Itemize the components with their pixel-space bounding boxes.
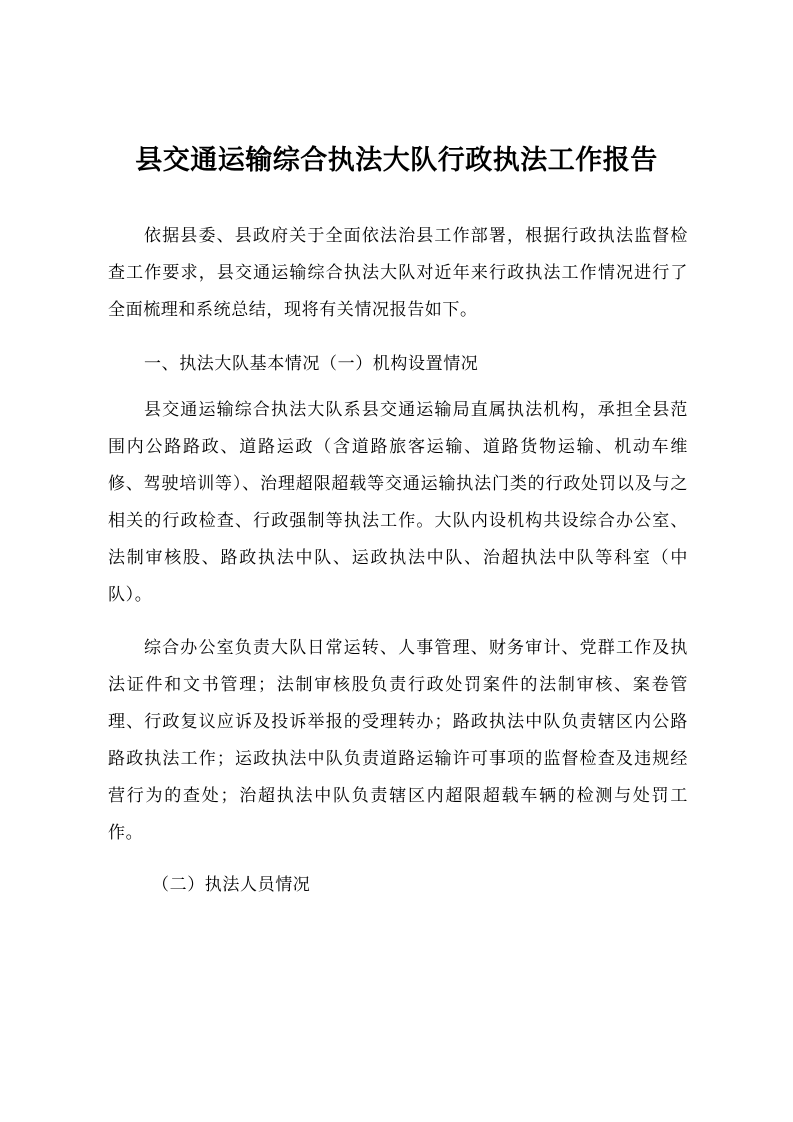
intro-paragraph: 依据县委、县政府关于全面依法治县工作部署，根据行政执法监督检查工作要求，县交通运输综合执法大队对近年来行政执法工作情况进行了全面梳理和系统总结，现将有关情况报告如下。 <box>108 226 688 320</box>
department-duties-paragraph: 综合办公室负责大队日常运转、人事管理、财务审计、党群工作及执法证件和文书管理；法制审核股负责行政处罚案件的法制审核、案卷管理、行政复议应诉及投诉举报的受理转办；路政执法中队负责辖区内公路路政执法工作；运政执法中队负责道路运输许可事项的监督检查及违规经营行为的查处；治超执法中队负责辖区内超限超载车辆的检测与处罚工作。 <box>108 638 688 843</box>
subsection-heading-personnel: （二）执法人员情况 <box>152 875 311 895</box>
section-heading-basic-info: 一、执法大队基本情况（一）机构设置情况 <box>144 354 479 374</box>
organization-paragraph: 县交通运输综合执法大队系县交通运输局直属执法机构，承担全县范围内公路路政、道路运政（含道路旅客运输、道路货物运输、机动车维修、驾驶培训等）、治理超限超载等交通运输执法门类的行政处罚以及与之相关的行政检查、行政强制等执法工作。大队内设机构共设综合办公室、法制审核股、路政执法中队、运政执法中队、治超执法中队等科室（中队）。 <box>108 400 688 605</box>
document-title: 县交通运输综合执法大队行政执法工作报告 <box>135 145 658 176</box>
